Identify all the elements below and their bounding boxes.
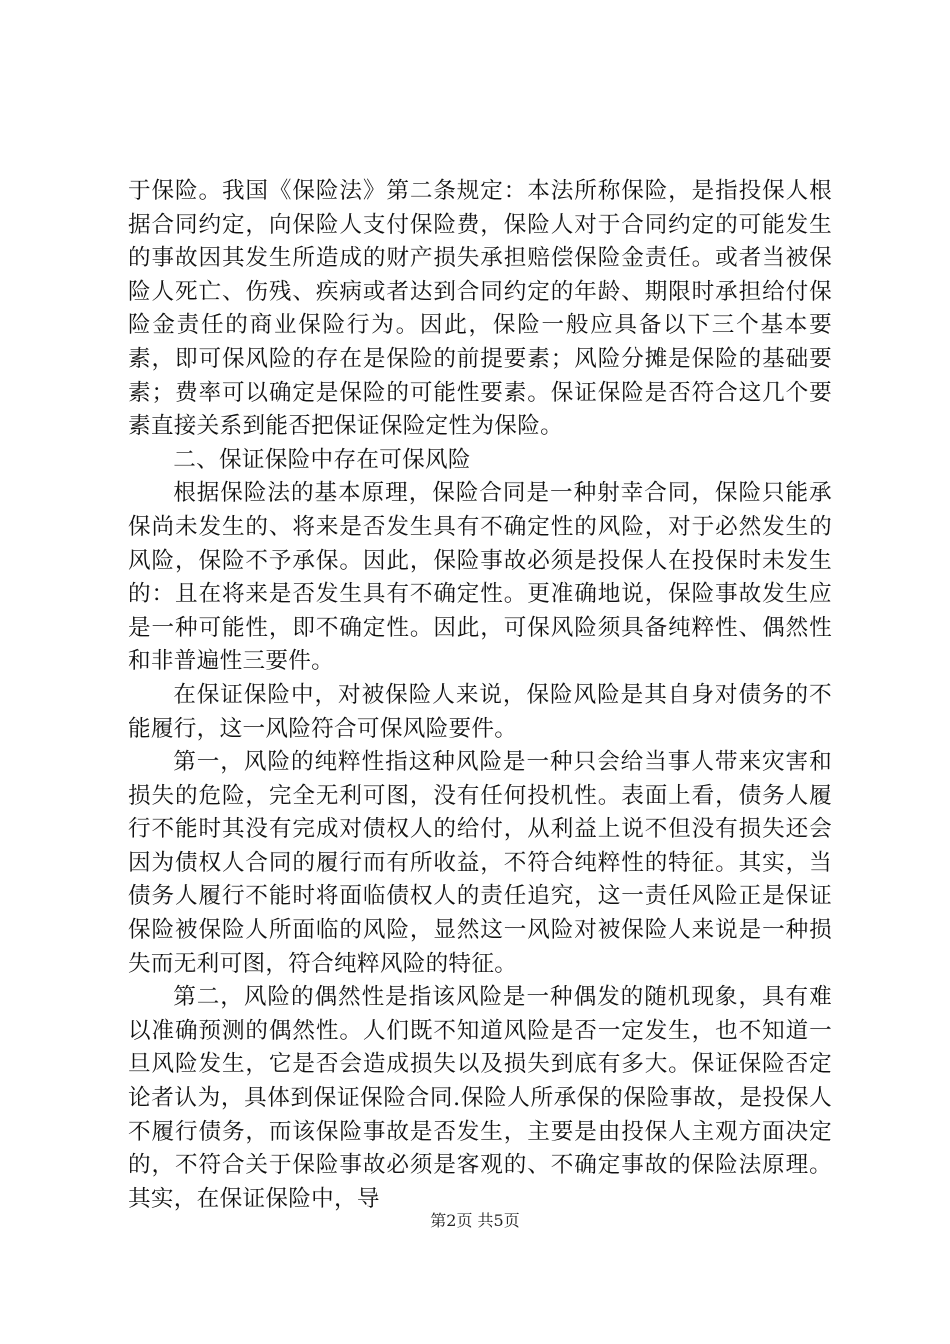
- paragraph-contingency: 第二，风险的偶然性是指该风险是一种偶发的随机现象，具有难以准确预测的偶然性。人们既不知道风险是否一定发生，也不知道一旦风险发生，它是否会造成损失以及损失到底有多大。保证保险否定论者认为，具体到保证保险合同.保险人所承保的保险事故，是投保人不履行债务，而该保险事故是否发生，主要是由投保人主观方面决定的，不符合关于保险事故必须是客观的、不确定事故的保险法原理。其实，在保证保险中，导: [128, 984, 832, 1212]
- section-heading: 二、保证保险中存在可保风险: [173, 446, 471, 473]
- paragraph-intro: 于保险。我国《保险法》第二条规定：本法所称保险，是指投保人根据合同约定，向保险人支付保险费，保险人对于合同约定的可能发生的事故因其发生所造成的财产损失承担赔偿保险金责任。或者当被保险人死亡、伤残、疾病或者达到合同约定的年龄、期限时承担给付保险金责任的商业保险行为。因此，保险一般应具备以下三个基本要素，即可保风险的存在是保险的前提要素；风险分摊是保险的基础要素；费率可以确定是保险的可能性要素。保证保险是否符合这几个要素直接关系到能否把保证保险定性为保险。: [128, 178, 832, 440]
- paragraph-principle: 根据保险法的基本原理，保险合同是一种射幸合同，保险只能承保尚未发生的、将来是否发生具有不确定性的风险，对于必然发生的风险，保险不予承保。因此，保险事故必须是投保人在投保时未发生的：且在将来是否发生具有不确定性。更准确地说，保险事故发生应是一种可能性，即不确定性。因此，可保风险须具备纯粹性、偶然性和非普遍性三要件。: [128, 480, 832, 675]
- page-footer: 第2页 共5页: [430, 1211, 520, 1230]
- paragraph-guarantee-risk: 在保证保险中，对被保险人来说，保险风险是其自身对债务的不能履行，这一风险符合可保风险要件。: [128, 681, 832, 742]
- document-body: [128, 175, 832, 1216]
- paragraph-purity: 第一，风险的纯粹性指这种风险是一种只会给当事人带来灾害和损失的危险，完全无利可图，没有任何投机性。表面上看，债务人履行不能时其没有完成对债权人的给付，从利益上说不但没有损失还会因为债权人合同的履行而有所收益，不符合纯粹性的特征。其实，当债务人履行不能时将面临债权人的责任追究，这一责任风险正是保证保险被保险人所面临的风险，显然这一风险对被保险人来说是一种损失而无利可图，符合纯粹风险的特征。: [128, 749, 832, 977]
